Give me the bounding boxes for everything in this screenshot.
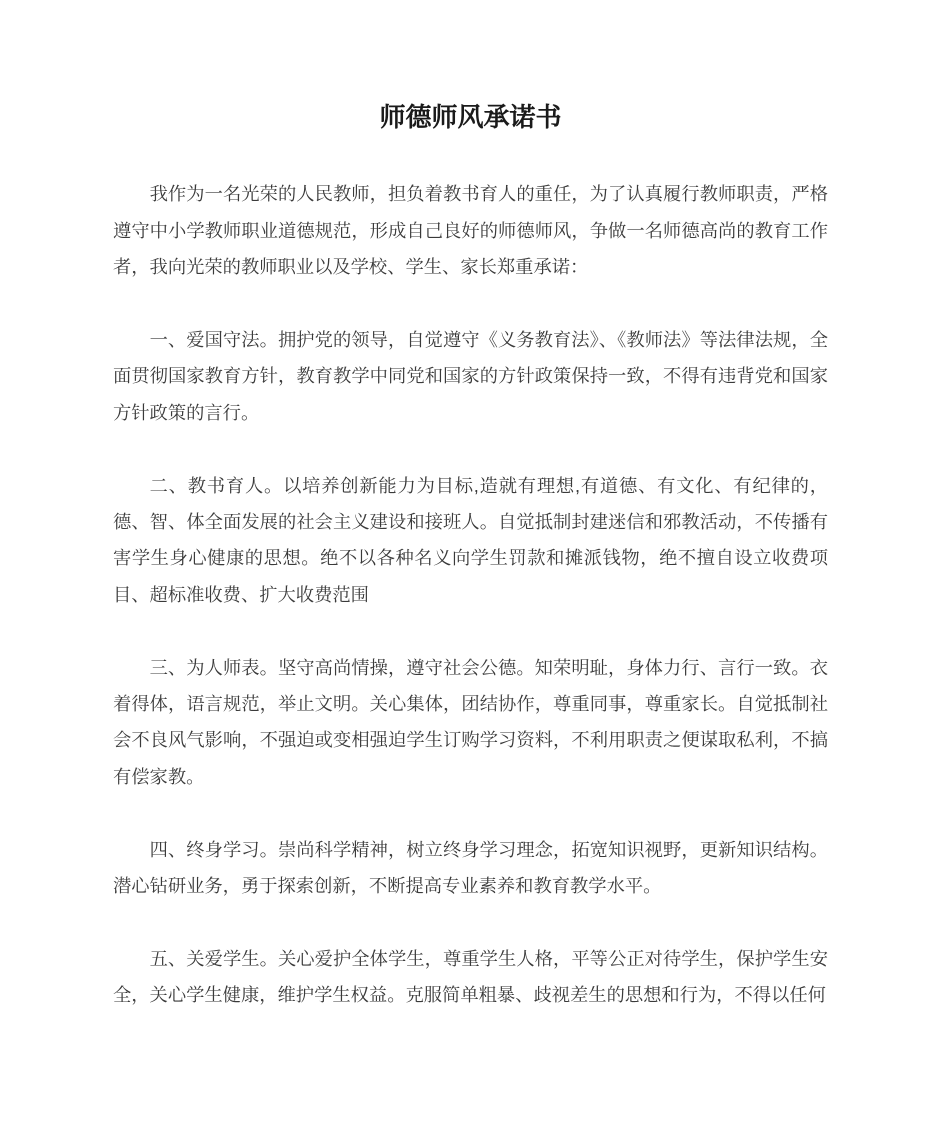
paragraph-4: 三、为人师表。坚守高尚情操，遵守社会公德。知荣明耻，身体力行、言行一致。衣着得体，语言规范，举止文明。关心集体，团结协作，尊重同事，尊重家长。自觉抵制社会不良风气影响，不强迫或变相强迫学生订购学习资料，不利用职责之便谋取私利，不搞有偿家教。	[113, 656, 828, 787]
document-body	[113, 176, 828, 1013]
paragraph-2: 一、爱国守法。拥护党的领导，自觉遵守《义务教育法》、《教师法》等法律法规，全面贯彻国家教育方针，教育教学中同党和国家的方针政策保持一致，不得有违背党和国家方针政策的言行。	[113, 329, 828, 423]
paragraph-1: 我作为一名光荣的人民教师，担负着教书育人的重任，为了认真履行教师职责，严格遵守中小学教师职业道德规范，形成自己良好的师德师风，争做一名师德高尚的教育工作者，我向光荣的教师职业以及学校、学生、家长郑重承诺：	[113, 183, 828, 278]
paragraph-3: 二、教书育人。以培养创新能力为目标,造就有理想,有道德、有文化、有纪律的，德、智、体全面发展的社会主义建设和接班人。自觉抵制封建迷信和邪教活动，不传播有害学生身心健康的思想。绝不以各种名义向学生罚款和摊派钱物，绝不擅自设立收费项目、超标准收费、扩大收费范围	[113, 474, 828, 605]
document-title: 师德师风承诺书	[379, 102, 562, 132]
paragraph-6: 五、关爱学生。关心爱护全体学生，尊重学生人格，平等公正对待学生，保护学生安全，关心学生健康，维护学生权益。克服简单粗暴、歧视差生的思想和行为，不得以任何	[113, 947, 828, 1006]
paragraph-5: 四、终身学习。崇尚科学精神，树立终身学习理念，拓宽知识视野，更新知识结构。潜心钻研业务，勇于探索创新，不断提高专业素养和教育教学水平。	[113, 838, 828, 897]
